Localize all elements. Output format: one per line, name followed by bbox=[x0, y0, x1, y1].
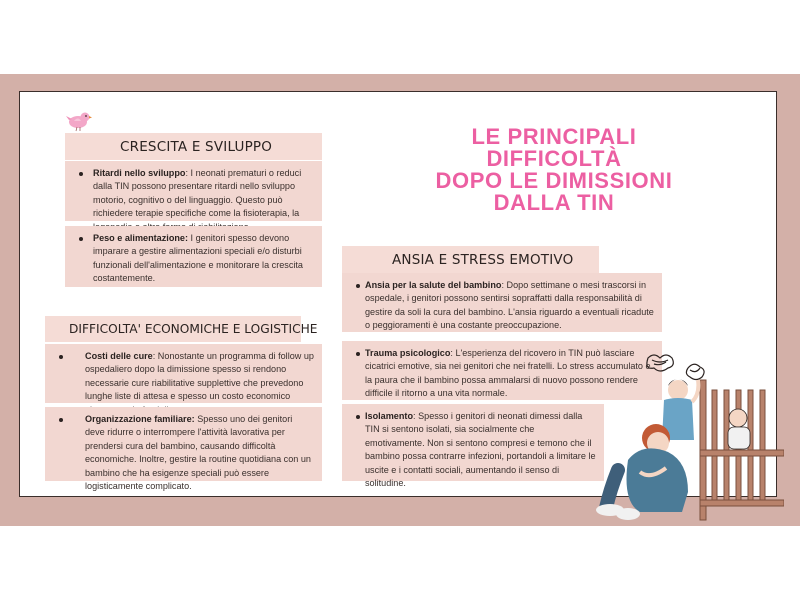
bird-icon bbox=[66, 110, 92, 132]
page-title bbox=[408, 126, 700, 214]
title-line-2: DIFFICOLTÀ bbox=[486, 146, 622, 171]
item-term: Ritardi nello sviluppo bbox=[93, 168, 186, 178]
title-line-4: DALLA TIN bbox=[493, 190, 615, 215]
item-term: Isolamento bbox=[365, 411, 414, 421]
anxiety-heading-text: ANSIA E STRESS EMOTIVO bbox=[392, 252, 574, 268]
stressed-parents-illustration bbox=[588, 350, 784, 526]
section-heading-economic bbox=[45, 316, 318, 342]
item-term: Ansia per la salute del bambino bbox=[365, 280, 502, 290]
item-text: : L'esperienza del ricovero in TIN può lasciare cicatrici emotive, sia nei genitori che nei fratelli. Lo stress accumulato e la paura che il bambino possa ammalarsi di nuovo possono rendere difficile il ritorno a una vita normale. bbox=[365, 348, 651, 399]
item-text: : Nonostante un programma di follow up ospedaliero dopo la dimissione spesso si rendono necessarie cure riabilitative supplettive che prevedono lunghe liste di attesa e spesso un costo economico bbox=[85, 351, 314, 402]
item-text: Spesso uno dei genitori deve ridurre o interrompere l'attività lavorativa per prendersi cura del bambino, causando difficoltà economiche. Inoltre, gestire la routine quotidiana con un bambino che ha esigenze speciali può essere logisticamente complicato. bbox=[85, 414, 311, 492]
item-text: : Dopo settimane o mesi trascorsi in ospedale, i genitori possono sentirsi sopraffatti dalla responsabilità di gestire da soli la cura del bambino. L'ansia riguardo a eventuali ricadute o peggioramenti è una costante preoccupazione. bbox=[365, 280, 654, 331]
list-item-development-delays bbox=[65, 161, 322, 221]
item-text: : I neonati prematuri o reduci dalla TIN possono presentare ritardi nello sviluppo motorio, cognitivo o del linguaggio. Questo può richiedere terapie specifiche come la fisioterapia, la bbox=[93, 168, 302, 219]
list-item-isolation bbox=[342, 404, 604, 489]
item-term: Trauma psicologico bbox=[365, 348, 451, 358]
economic-heading-text: DIFFICOLTA' ECONOMICHE E LOGISTICHE bbox=[69, 322, 318, 336]
list-item-weight-feeding bbox=[65, 226, 322, 287]
item-term: Organizzazione familiare: bbox=[85, 414, 195, 424]
title-line-1: LE PRINCIPALI bbox=[471, 124, 637, 149]
section-heading-anxiety bbox=[342, 246, 599, 273]
section-heading-growth bbox=[65, 133, 322, 160]
list-item-care-costs bbox=[45, 344, 322, 403]
item-text: : Spesso i genitori di neonati dimessi dalla TIN si sentono isolati, sia socialmente che emotivamente. Non si sentono compresi e temono che il bambino possa contrarre infezioni, portandoli a limitare le uscite e i contatti sociali, aumentando il senso di solitudine. bbox=[365, 411, 596, 489]
title-line-3: DOPO LE DIMISSIONI bbox=[435, 168, 673, 193]
item-term: Peso e alimentazione: bbox=[93, 233, 189, 243]
item-term: Costi delle cure bbox=[85, 351, 153, 361]
growth-heading-text: CRESCITA E SVILUPPO bbox=[120, 139, 273, 155]
item-text: I genitori spesso devono imparare a gestire alimentazioni speciali e/o disturbi funzionali dell'alimentazione e monitorare la crescita costantemente. bbox=[93, 233, 303, 284]
list-item-child-health-anxiety bbox=[342, 273, 662, 332]
list-item-family-organization bbox=[45, 407, 322, 492]
